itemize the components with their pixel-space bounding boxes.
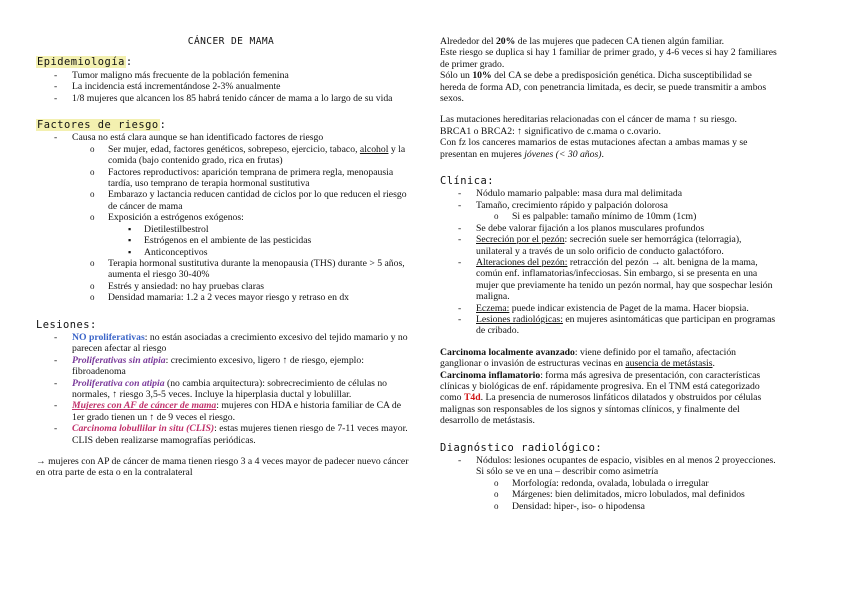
section-heading-lesiones: Lesiones: [36, 318, 97, 331]
section-heading-factores: Factores de riesgo: [37, 119, 167, 132]
list-item: o Exposición a estrógenos exógenos: ▪ Dietilestilbestrol ▪ Estrógenos en el ambiente de las pesticidas ▪ Anticonceptivos [36, 212, 412, 258]
clinica-list [440, 188, 778, 336]
list-item: o Márgenes: bien delimitados, micro lobulados, mal definidos [440, 489, 778, 500]
list-item: o Si es palpable: tamaño mínimo de 10mm (1cm) [440, 211, 778, 222]
list-item: - Se debe valorar fijación a los planos musculares profundos [440, 223, 778, 234]
list-item: - Eczema: puede indicar existencia de Paget de la mama. Hacer biopsia. [440, 303, 778, 314]
list-item: ▪ Anticonceptivos [36, 247, 412, 258]
list-item: - Nódulo mamario palpable: masa dura mal delimitada [440, 188, 778, 199]
list-item: - NO proliferativas: no están asociadas a crecimiento excesivo del tejido mamario y no parecen afectar al riesgo [36, 332, 412, 355]
paragraph: Este riesgo se duplica si hay 1 familiar de primer grado, y 4-6 veces si hay 2 familiares de primer grado. [440, 47, 777, 70]
left-column [36, 0, 412, 479]
list-item: o Morfología: redonda, ovalada, lobulada o irregular [440, 478, 778, 489]
list-item: o Terapia hormonal sustitutiva durante la menopausia (THS) durante > 5 años, aumenta el riesgo 30-40% [36, 258, 412, 281]
list-item: o Embarazo y lactancia reducen cantidad de ciclos por lo que reducen el riesgo de cáncer de mama [36, 189, 412, 212]
list-item: - Carcinoma lobullilar in situ (CLIS): estas mujeres tienen riesgo de 7-11 veces mayor. CLIS deben realizarse mamografías periódicas. [36, 423, 412, 446]
list-item: - Lesiones radiológicas: en mujeres asintomáticas que participan en programas de cribado. [440, 314, 778, 337]
lesiones-list [36, 332, 412, 446]
list-item: o Densidad: hiper-, iso- o hipodensa [440, 501, 778, 512]
paragraph: Alrededor del 20% de las mujeres que padecen CA tienen algún familiar. [440, 36, 725, 47]
lesiones-note: → mujeres con AP de cáncer de mama tienen riesgo 3 a 4 veces mayor de padecer nuevo cáncer en otra parte de esta o en la contralateral [36, 456, 409, 479]
list-item: - Causa no está clara aunque se han identificado factores de riesgo o Ser mujer, edad, factores genéticos, sobrepeso, ejercicio, tabaco, alcohol y la comida (bajo contenido grado, rica en frutas) o Factores reproductivos: aparición temprana de primera regla, menopausia tardía, uso temprano de terapia hormonal sustitutiva o Embarazo y lactancia reducen cantidad de ciclos por lo que reducen el riesgo de cáncer de mama o Exposición a estrógenos exógenos: ▪ Dietilestilbestrol ▪ Estrógenos en el ambiente de las pesticidas ▪ Anticonceptivos o Terapia hormonal sustitutiva durante la menopausia (THS) durante > 5 años, aumenta el riesgo 30-40% o Estrés y ansiedad: no hay pruebas claras o Densidad mamaria: 1.2 a 2 veces mayor riesgo y retraso en dx [36, 132, 412, 303]
paragraph-carcinoma-avanzado: Carcinoma localmente avanzado: viene definido por el tamaño, afectación ganglionar o invasión de estructuras vecinas en ausencia de metástasis. [440, 346, 737, 370]
list-item: - Proliferativas sin atipia: crecimiento excesivo, ligero ↑ de riesgo, ejemplo: fibroadenoma [36, 355, 412, 378]
list-item: - Tumor maligno más frecuente de la población femenina [36, 70, 412, 81]
paragraph: Con fz los canceres mamarios de estas mutaciones afectan a ambas mamas y se presentan en mujeres jóvenes (< 30 años). [440, 137, 748, 160]
section-heading-clinica: Clínica: [440, 175, 495, 188]
list-item: - 1/8 mujeres que alcancen los 85 habrá tenido cáncer de mama a lo largo de su vida [36, 93, 412, 104]
section-heading-diagnostico: Diagnóstico radiológico: [440, 441, 603, 454]
list-item: o Factores reproductivos: aparición temprana de primera regla, menopausia tardía, uso temprano de terapia hormonal sustitutiva [36, 167, 412, 190]
paragraph: Sólo un 10% del CA se debe a predisposición genética. Dicha susceptibilidad se hereda de forma AD, con penetrancia limitada, es decir, se puede transmitir a ambos sexos. [440, 70, 767, 105]
list-item: - Mujeres con AF de cáncer de mama: mujeres con HDA e historia familiar de CA de 1er grado tienen un ↑ de 9 veces el riesgo. [36, 400, 412, 423]
list-item: ▪ Estrógenos en el ambiente de las pesticidas [36, 235, 412, 246]
paragraph: BRCA1 o BRCA2: ↑ significativo de c.mama o c.ovario. [440, 125, 661, 137]
right-column [440, 0, 778, 512]
list-item: - Nódulos: lesiones ocupantes de espacio, visibles en al menos 2 proyecciones. Si sólo se ve en una – describir como asimetría o Morfología: redonda, ovalada, lobulada o irregular o Márgenes: bien delimitados, micro lobulados, mal definidos o Densidad: hiper-, iso- o hipodensa [440, 455, 778, 512]
list-item: ▪ Dietilestilbestrol [36, 224, 412, 235]
page-title: CÁNCER DE MAMA [187, 36, 275, 47]
paragraph: Las mutaciones hereditarias relacionadas con el cáncer de mama ↑ su riesgo. [440, 114, 737, 126]
diagnostico-list [440, 455, 778, 512]
list-item: - Proliferativa con atipia (no cambia arquitectura): sobrecrecimiento de células no normales, ↑ riesgo 3,5-5 veces. Incluye la hiperplasia ductal y lobulillar. [36, 378, 412, 401]
list-item: - La incidencia está incrementándose 2-3% anualmente [36, 81, 412, 92]
list-item: o Densidad mamaria: 1.2 a 2 veces mayor riesgo y retraso en dx [36, 292, 412, 303]
factores-list [36, 132, 412, 303]
list-item: - Secreción por el pezón: secreción suele ser hemorrágica (telorragia), unilateral y a través de un solo orificio de conducto galactóforo. [440, 234, 778, 257]
list-item: - Tamaño, crecimiento rápido y palpación dolorosa o Si es palpable: tamaño mínimo de 10mm (1cm) [440, 200, 778, 223]
list-item: - Alteraciones del pezón: retracción del pezón → alt. benigna de la mama, común enf. inflamatorias/infecciosas. Sin embargo, si se presenta en una mujer que previamente ha tenido un pezón normal, hay que sospechar lesión maligna. [440, 257, 778, 303]
list-item: o Estrés y ansiedad: no hay pruebas claras [36, 281, 412, 292]
section-heading-epidemiologia: Epidemiología: [37, 56, 133, 69]
paragraph-carcinoma-inflamatorio: Carcinoma inflamatorio: forma más agresiva de presentación, con características clínicas y biológicas de enf. rápidamente progresiva. En el TNM está categorizado como T4d. La presencia de numerosos linfáticos dilatados y obstruidos por células malignas son responsables de los signos y síntomas clínicos, y finalmente del desarrollo de metástasis. [440, 369, 762, 427]
list-item: o Ser mujer, edad, factores genéticos, sobrepeso, ejercicio, tabaco, alcohol y la comida (bajo contenido grado, rica en frutas) [36, 144, 412, 167]
epidemiologia-list [36, 70, 412, 104]
